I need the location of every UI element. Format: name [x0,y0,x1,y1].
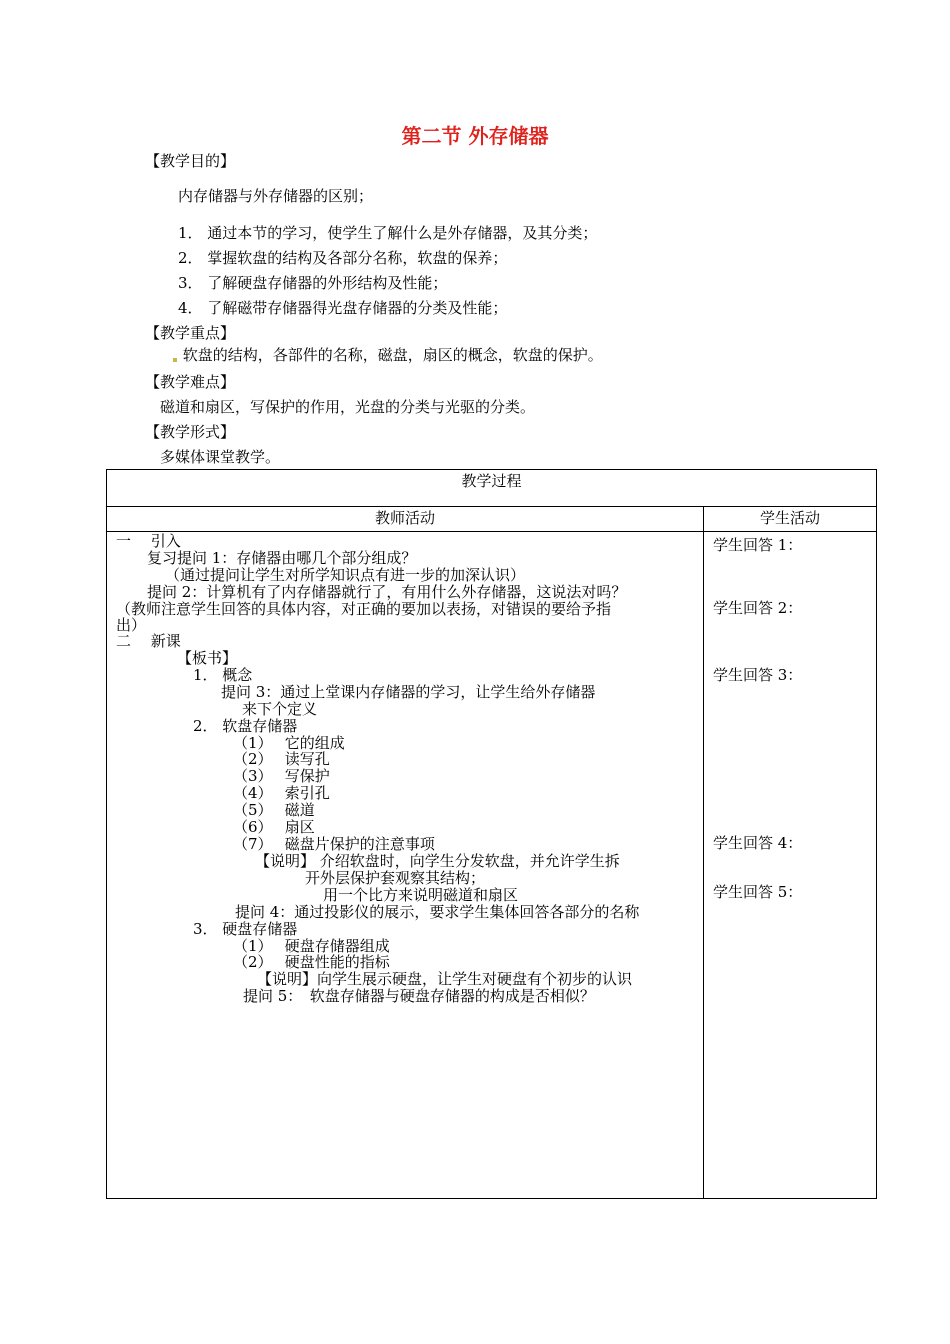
teacher-line: 一 引入 [116,532,181,550]
teacher-line: 来下个定义 [242,700,318,718]
objective-item: 4． 了解磁带存储器得光盘存储器的分类及性能； [178,299,508,317]
teacher-activity-header: 教师活动 [107,507,704,532]
teacher-line: 【说明】向学生展示硬盘，让学生对硬盘有个初步的认识 [257,970,633,988]
objectives-intro: 内存储器与外存储器的区别； [178,187,374,205]
teacher-line: 提问 2：计算机有了内存储器就行了，有用什么外存储器，这说法对吗？ [147,583,627,601]
teacher-activity-cell [107,532,704,1199]
teacher-line: 2． 软盘存储器 [193,717,298,735]
objective-item: 1． 通过本节的学习，使学生了解什么是外存储器，及其分类； [178,224,598,242]
teacher-line: （3） 写保护 [233,767,330,785]
student-activity-cell [704,532,877,1199]
teacher-line: 1． 概念 [193,666,253,684]
teacher-line: 【说明】 介绍软盘时，向学生分发软盘，并允许学生拆 [255,852,620,870]
student-answer: 学生回答 3： [713,666,803,684]
student-answer: 学生回答 2： [713,599,803,617]
teacher-line: 提问 4：通过投影仪的展示，要求学生集体回答各部分的名称 [235,903,640,921]
student-answer: 学生回答 4： [713,834,803,852]
teacher-line: 出） [116,616,147,634]
student-answer: 学生回答 1： [713,536,803,554]
teacher-line: （1） 它的组成 [233,734,345,752]
difficulties-text: 磁道和扇区，写保护的作用，光盘的分类与光驱的分类。 [160,398,536,416]
objectives-heading: 【教学目的】 [145,152,236,170]
teacher-line: （通过提问让学生对所学知识点有进一步的加深认识） [165,566,526,584]
format-text: 多媒体课堂教学。 [160,448,281,466]
teacher-line: （4） 索引孔 [233,784,330,802]
process-table-title: 教学过程 [107,470,877,507]
teaching-process-table [106,469,877,1199]
teacher-line: 用一个比方来说明磁道和扇区 [323,886,519,904]
key-points-heading: 【教学重点】 [145,324,236,342]
teacher-line: （5） 磁道 [233,801,315,819]
teacher-line: （教师注意学生回答的具体内容，对正确的要加以表扬，对错误的要给予指 [116,600,612,618]
teacher-line: （6） 扇区 [233,818,315,836]
bullet-marker-icon [173,358,177,362]
teacher-line: 开外层保护套观察其结构； [305,869,486,887]
objective-item: 3． 了解硬盘存储器的外形结构及性能； [178,274,448,292]
key-points-body: 软盘的结构，各部件的名称，磁盘，扇区的概念，软盘的保护。 [182,346,603,364]
teacher-line: 提问 5： 软盘存储器与硬盘存储器的构成是否相似？ [243,987,595,1005]
teacher-line: （1） 硬盘存储器组成 [233,937,390,955]
teacher-line: （2） 硬盘性能的指标 [233,953,390,971]
student-activity-header: 学生活动 [704,507,877,532]
key-points-text [172,347,603,364]
teacher-line: 【板书】 [177,649,238,667]
page-title: 第二节 外存储器 [401,124,549,148]
teacher-line: （2） 读写孔 [233,750,330,768]
teacher-line: （7） 磁盘片保护的注意事项 [233,835,435,853]
teacher-line: 3． 硬盘存储器 [193,920,298,938]
teacher-line: 二 新课 [116,632,181,650]
objective-item: 2． 掌握软盘的结构及各部分名称，软盘的保养； [178,249,508,267]
difficulties-heading: 【教学难点】 [145,373,236,391]
student-answer: 学生回答 5： [713,883,803,901]
teacher-line: 提问 3：通过上堂课内存储器的学习，让学生给外存储器 [221,683,596,701]
format-heading: 【教学形式】 [145,423,236,441]
teacher-line: 复习提问 1：存储器由哪几个部分组成？ [147,549,417,567]
